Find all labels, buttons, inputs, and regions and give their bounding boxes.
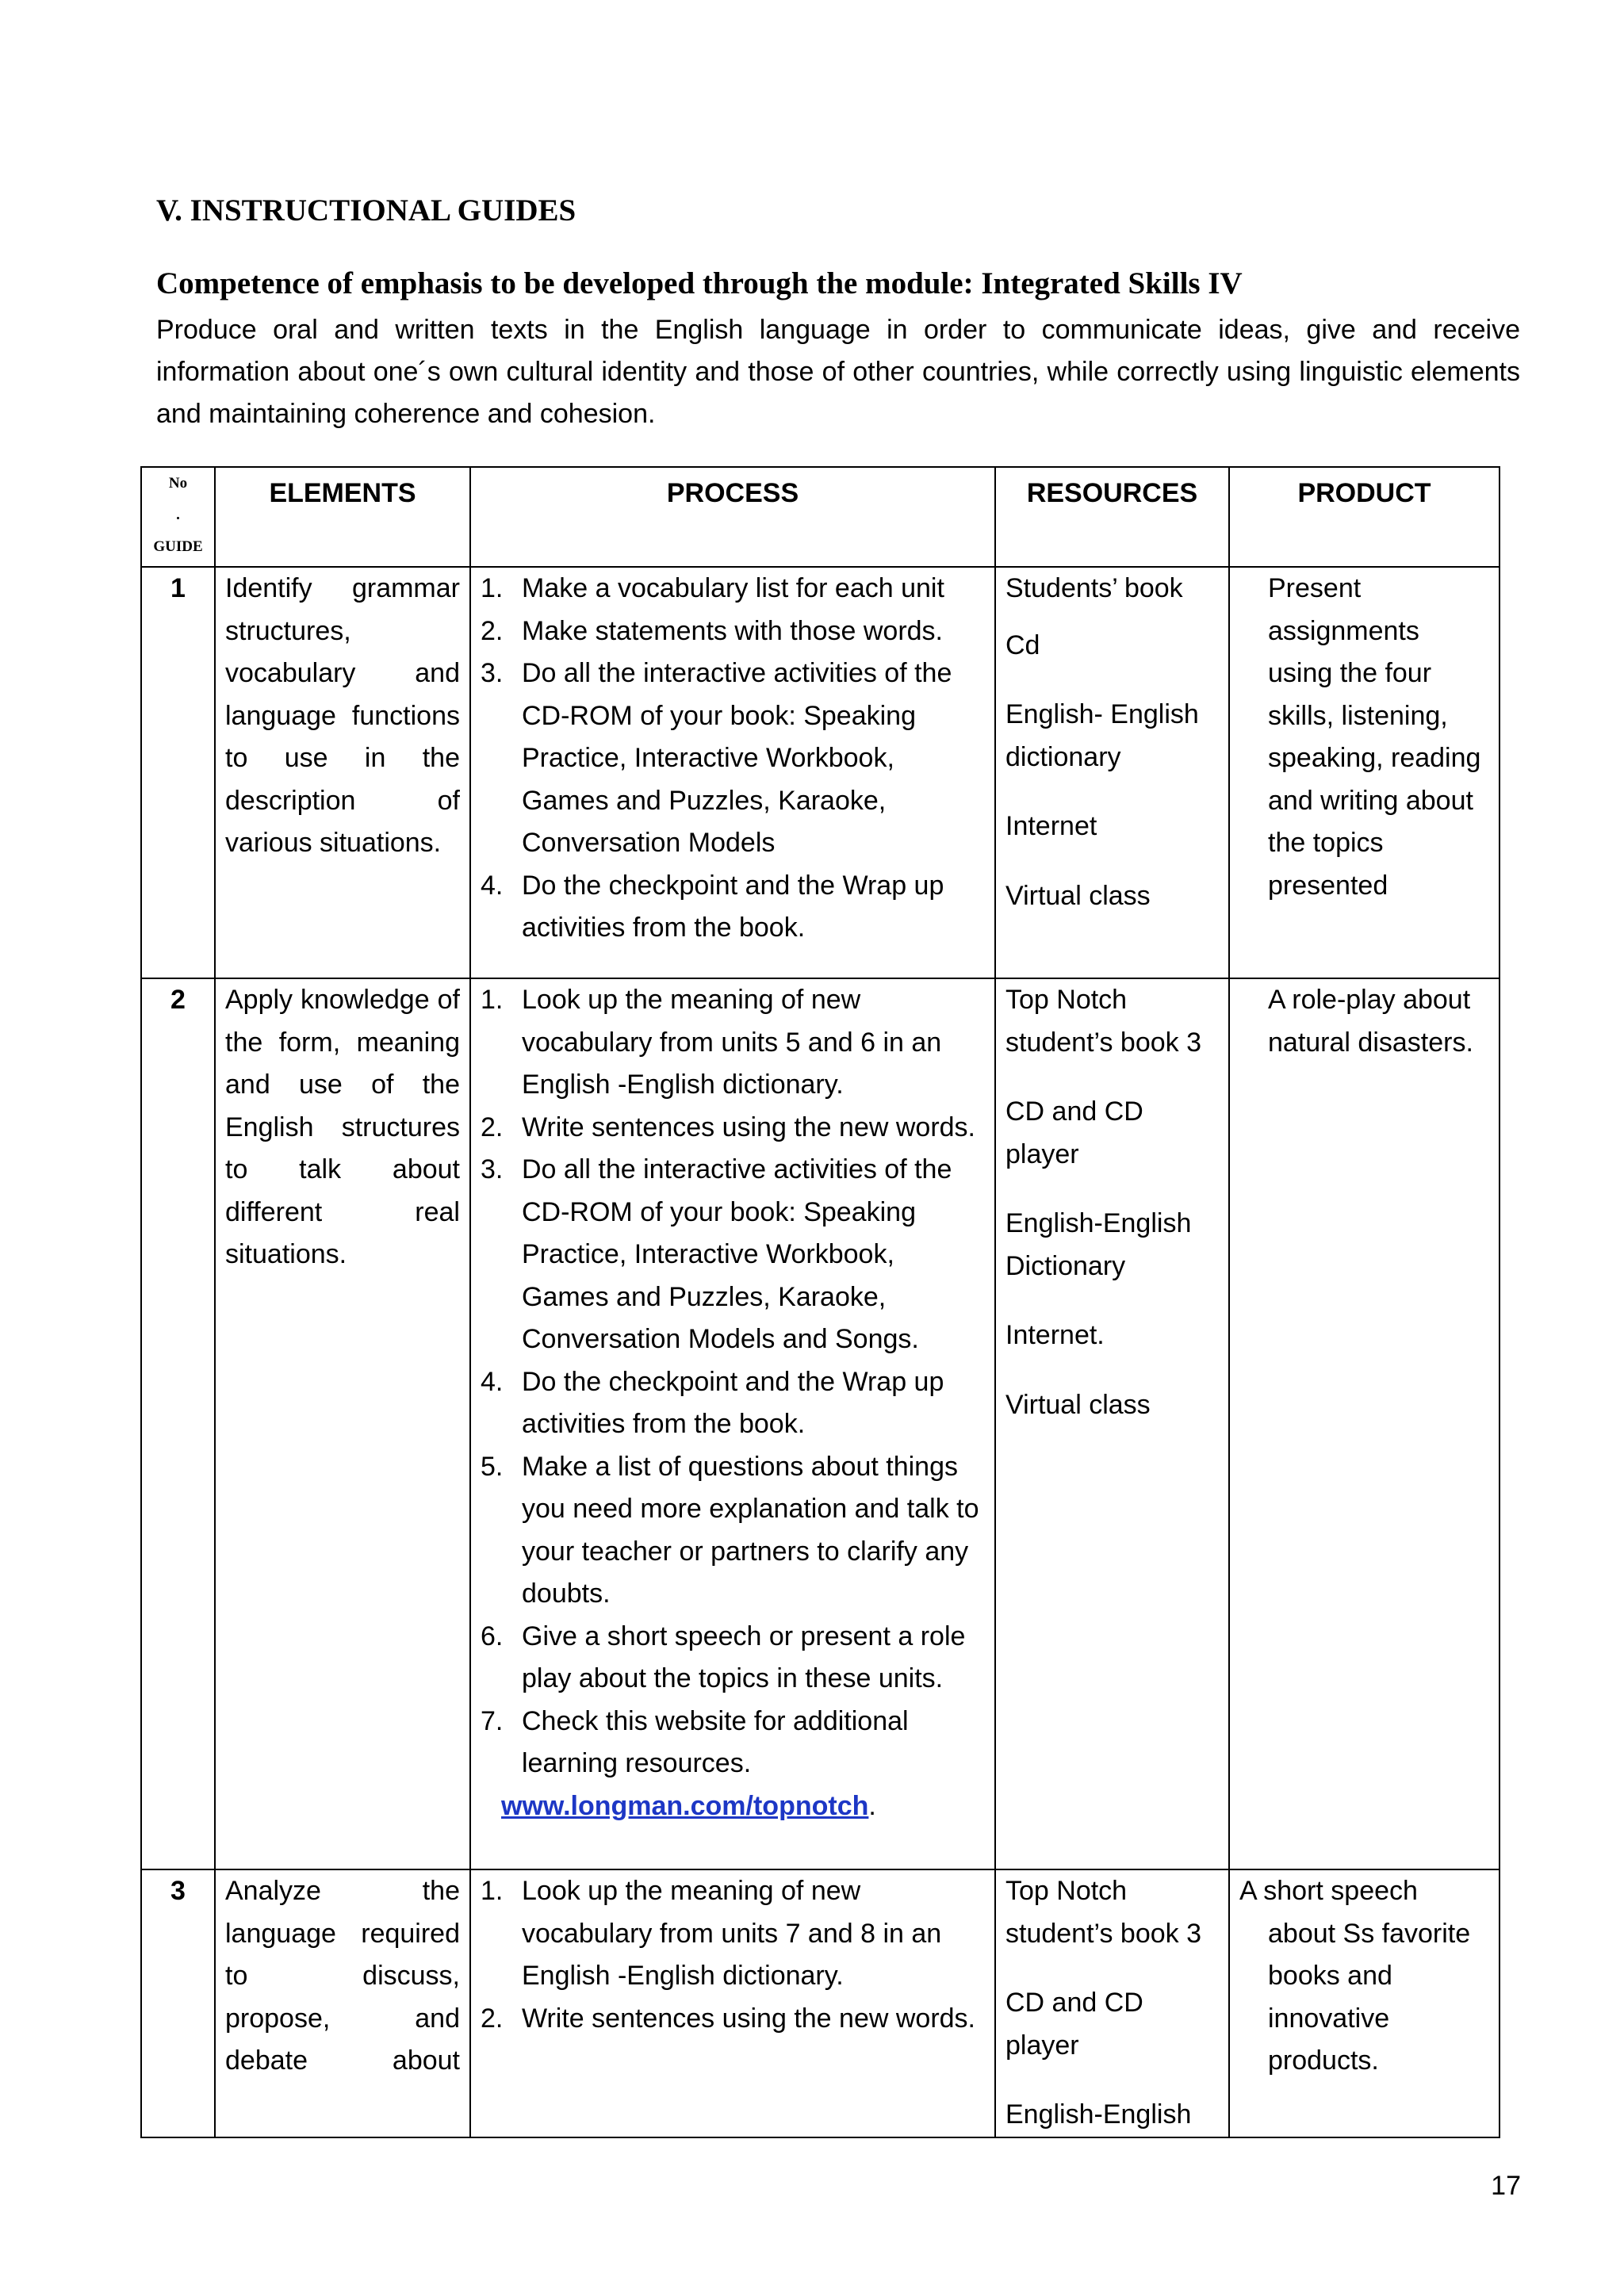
process-cell xyxy=(470,567,995,978)
step-text: Look up the meaning of new vocabulary from units 5 and 6 in an English -English dictionary. xyxy=(522,985,942,1100)
elements-text: Analyze the language required to discuss, propose, and debate about xyxy=(225,1876,460,2076)
section-title: V. INSTRUCTIONAL GUIDES xyxy=(156,193,576,228)
elements-cell xyxy=(215,978,470,1869)
product-cell xyxy=(1229,1869,1500,2137)
link-period: . xyxy=(868,1790,876,1821)
step-text: Write sentences using the new words. xyxy=(522,1112,975,1142)
guide-number: 3 xyxy=(141,1869,215,2137)
step-text: Do all the interactive activities of the CD-ROM of your book: Speaking Practice, Interactive Workbook, Games and Puzzles, Karaoke, Conversation Models xyxy=(522,658,952,858)
resources-cell xyxy=(995,567,1229,978)
step-number: 2. xyxy=(481,2003,504,2034)
elements-text: Apply knowledge of the form, meaning and use of the English structures to talk about different real situations. xyxy=(225,985,460,1269)
step-number: 1. xyxy=(481,985,504,1015)
header-process: PROCESS xyxy=(470,467,995,567)
step-text: Make a list of questions about things you need more explanation and talk to your teacher or partners to clarify any doubts. xyxy=(522,1451,979,1609)
resource-item: CD and CD player xyxy=(1005,1096,1143,1169)
process-step xyxy=(471,1107,994,1150)
header-no-line1: No xyxy=(168,475,188,492)
resource-item: Internet xyxy=(1005,811,1097,841)
step-number: 5. xyxy=(481,1451,504,1482)
process-step xyxy=(471,1616,994,1701)
website-line xyxy=(471,1785,994,1828)
elements-text: Identify grammar structures, vocabulary and language functions to use in the description of various situations. xyxy=(225,573,460,858)
step-number: 2. xyxy=(481,1112,504,1142)
step-number: 1. xyxy=(481,573,504,603)
resources-cell xyxy=(995,978,1229,1869)
instructional-guides-table xyxy=(140,466,1500,2138)
process-step xyxy=(471,568,994,610)
step-number: 2. xyxy=(481,615,504,646)
step-text: Make statements with those words. xyxy=(522,615,944,646)
process-step xyxy=(471,652,994,865)
process-cell xyxy=(470,978,995,1869)
step-number: 7. xyxy=(481,1705,504,1736)
process-cell xyxy=(470,1869,995,2137)
product-text-rest: about Ss favorite books and innovative products. xyxy=(1268,1918,1471,2076)
header-no-line2: . xyxy=(176,507,180,523)
process-step xyxy=(471,610,994,653)
process-step xyxy=(471,1361,994,1446)
guide-number: 2 xyxy=(141,978,215,1869)
step-text: Check this website for additional learning resources. xyxy=(522,1705,909,1778)
table-row-guide-3 xyxy=(141,1869,1500,2137)
website-link[interactable]: www.longman.com/topnotch xyxy=(501,1790,869,1821)
process-step xyxy=(471,1870,994,1998)
table-row-guide-1 xyxy=(141,567,1500,978)
resource-item: Top Notch student’s book 3 xyxy=(1005,985,1201,1058)
product-cell xyxy=(1229,567,1500,978)
guide-number: 1 xyxy=(141,567,215,978)
step-number: 3. xyxy=(481,658,504,688)
header-no-guide xyxy=(141,467,215,567)
elements-cell xyxy=(215,1869,470,2137)
resource-item: Top Notch student’s book 3 xyxy=(1005,1876,1201,1949)
resources-cell xyxy=(995,1869,1229,2137)
resource-item: English-English Dictionary xyxy=(1005,1208,1192,1281)
process-step xyxy=(471,1998,994,2041)
table-row-guide-2 xyxy=(141,978,1500,1869)
resource-item: Virtual class xyxy=(1005,1389,1151,1420)
header-no-line3: GUIDE xyxy=(153,538,203,555)
process-step xyxy=(471,1446,994,1616)
step-text: Do the checkpoint and the Wrap up activities from the book. xyxy=(522,1366,944,1439)
process-list xyxy=(471,568,994,950)
page-number: 17 xyxy=(1491,2171,1521,2201)
step-text: Do all the interactive activities of the CD-ROM of your book: Speaking Practice, Interactive Workbook, Games and Puzzles, Karaoke, Conversation Models and Songs. xyxy=(522,1154,952,1354)
process-list xyxy=(471,1870,994,2040)
resource-item: Cd xyxy=(1005,629,1040,660)
resource-item: English-English xyxy=(1005,2099,1192,2130)
step-text: Look up the meaning of new vocabulary from units 7 and 8 in an English -English dictionary. xyxy=(522,1876,942,1991)
step-text: Make a vocabulary list for each unit xyxy=(522,573,944,603)
elements-cell xyxy=(215,567,470,978)
resource-item: Virtual class xyxy=(1005,880,1151,911)
step-text: Give a short speech or present a role play about the topics in these units. xyxy=(522,1621,966,1693)
step-text: Write sentences using the new words. xyxy=(522,2003,975,2034)
header-elements: ELEMENTS xyxy=(215,467,470,567)
header-product: PRODUCT xyxy=(1229,467,1500,567)
step-number: 4. xyxy=(481,870,504,901)
step-number: 6. xyxy=(481,1621,504,1651)
product-text-line1: A short speech xyxy=(1239,1876,1418,1906)
competence-description: Produce oral and written texts in the English language in order to communicate ideas, give and receive information about one´s own cultural identity and those of other countries, while correctly using linguistic elements and maintaining coherence and cohesion. xyxy=(156,315,1520,429)
product-cell xyxy=(1229,978,1500,1869)
resource-item: Students’ book xyxy=(1005,573,1183,603)
step-text: Do the checkpoint and the Wrap up activities from the book. xyxy=(522,870,944,943)
resource-item: English- English dictionary xyxy=(1005,699,1199,772)
process-step xyxy=(471,865,994,950)
table-header-row xyxy=(141,467,1500,567)
step-number: 1. xyxy=(481,1876,504,1906)
resource-item: CD and CD player xyxy=(1005,1988,1143,2061)
step-number: 4. xyxy=(481,1366,504,1397)
step-number: 3. xyxy=(481,1154,504,1184)
process-step xyxy=(471,979,994,1107)
product-text: Present assignments using the four skills, listening, speaking, reading and writing about the topics presented xyxy=(1268,573,1481,901)
header-resources: RESOURCES xyxy=(995,467,1229,567)
product-text: A role-play about natural disasters. xyxy=(1268,985,1473,1058)
process-step xyxy=(471,1701,994,1785)
process-step xyxy=(471,1149,994,1361)
process-list xyxy=(471,979,994,1785)
competence-title: Competence of emphasis to be developed through the module: Integrated Skills IV xyxy=(156,266,1243,300)
resource-item: Internet. xyxy=(1005,1320,1105,1350)
